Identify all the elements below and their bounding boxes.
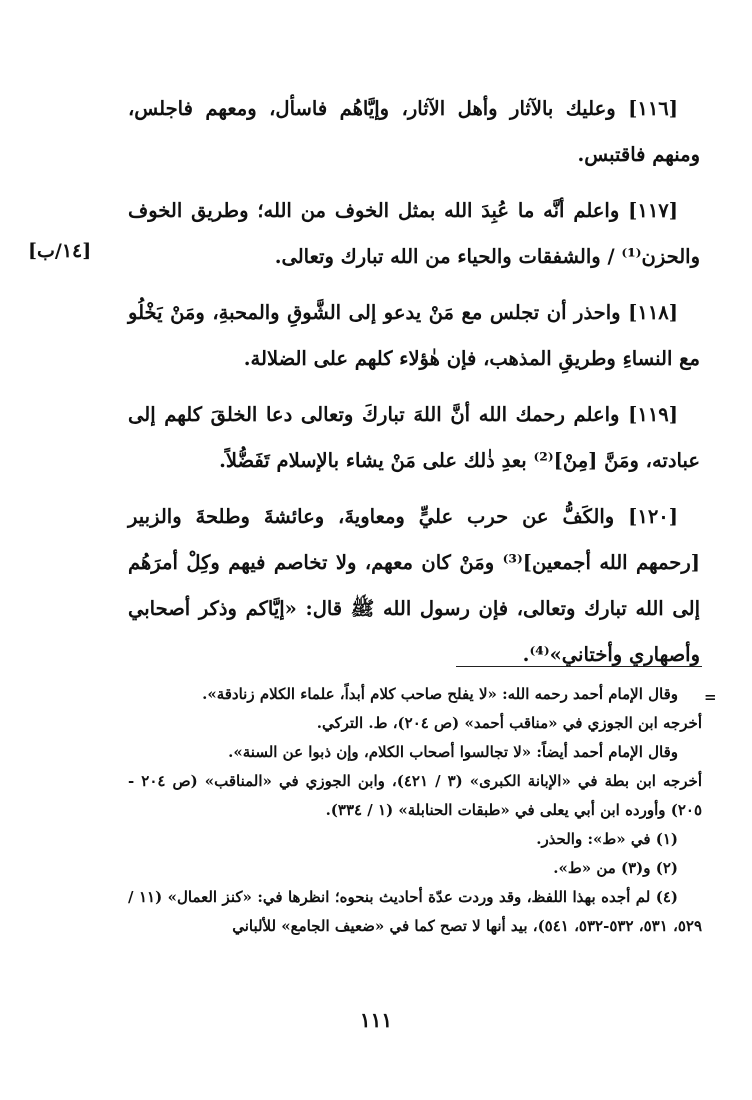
paragraph-118: [١١٨] واحذر أن تجلس مع مَنْ يدعو إلى الشَّوقِ والمحبةِ، ومَنْ يَخْلُو مع النساءِ وطريقِ المذهب، فإن هٰؤلاء كلهم على الضلالة. [128,301,700,370]
footnote-1: (١) في «ط»: والحذر. [536,830,678,848]
paragraph-117: [١١٧] واعلم أنَّه ما عُبِدَ الله بمثل الخوف من الله؛ وطريق الخوف والحزن⁽¹⁾ / والشفقات والحياء من الله تبارك وتعالى. [128,199,700,268]
footnote-line: أخرجه ابن الجوزي في «مناقب أحمد» (ص ٢٠٤)، ط. التركي. [316,714,702,732]
footnote-continuation-marker: = [704,688,717,706]
main-text [128,86,700,688]
footnote-2-3: (٢) و(٣) من «ط». [553,859,678,877]
footnote-separator [456,666,702,667]
paragraph-119: [١١٩] واعلم رحمك الله أنَّ اللهَ تباركَ وتعالى دعا الخلقَ كلهم إلى عبادته، ومَنَّ [مِنْ]⁽²⁾ بعدِ ذٰلك على مَنْ يشاء بالإسلام تَفَضُّلاً. [128,403,700,472]
paragraph-120: [١٢٠] والكَفُّ عن حرب عليٍّ ومعاويةَ، وعائشةَ وطلحةَ والزبير [رحمهم الله أجمعين]⁽³⁾ ومَنْ كان معهم، ولا تخاصم فيهم وكِلْ أمرَهُم إلى الله تبارك وتعالى، فإن رسول الله ﷺ قال: «إيَّاكم وذكر أصحابي وأصهاري وأختاني»⁽⁴⁾. [128,505,700,666]
footnote-4: (٤) لم أجده بهذا اللفظ، وقد وردت عدّة أحاديث بنحوه؛ انظرها في: «كنز العمال» (١١ / ٥٢٩، ٥٣١، ٥٣٢-٥٣٢، ٥٤١)، بيد أنها لا تصح كما في «ضعيف الجامع» للألباني [128,888,702,935]
margin-folio-reference: [١٤/ب] [28,240,92,262]
footnote-line: وقال الإمام أحمد رحمه الله: «لا يفلح صاحب كلام أبداً، علماء الكلام زنادقة». [202,685,678,703]
footnote-line: وقال الإمام أحمد أيضاً: «لا تجالسوا أصحاب الكلام، وإن ذبوا عن السنة». [228,743,678,761]
paragraph-116: [١١٦] وعليك بالآثار وأهل الآثار، وإيَّاهُم فاسأل، ومعهم فاجلس، ومنهم فاقتبس. [128,97,700,166]
footnotes [128,680,702,941]
footnote-line: أخرجه ابن بطة في «الإبانة الكبرى» (٣ / ٤٢١)، وابن الجوزي في «المناقب» (ص ٢٠٤ - ٢٠٥) وأورده ابن أبي يعلى في «طبقات الحنابلة» (١ / ٣٣٤). [128,772,702,819]
page-number: ١١١ [359,1008,393,1032]
